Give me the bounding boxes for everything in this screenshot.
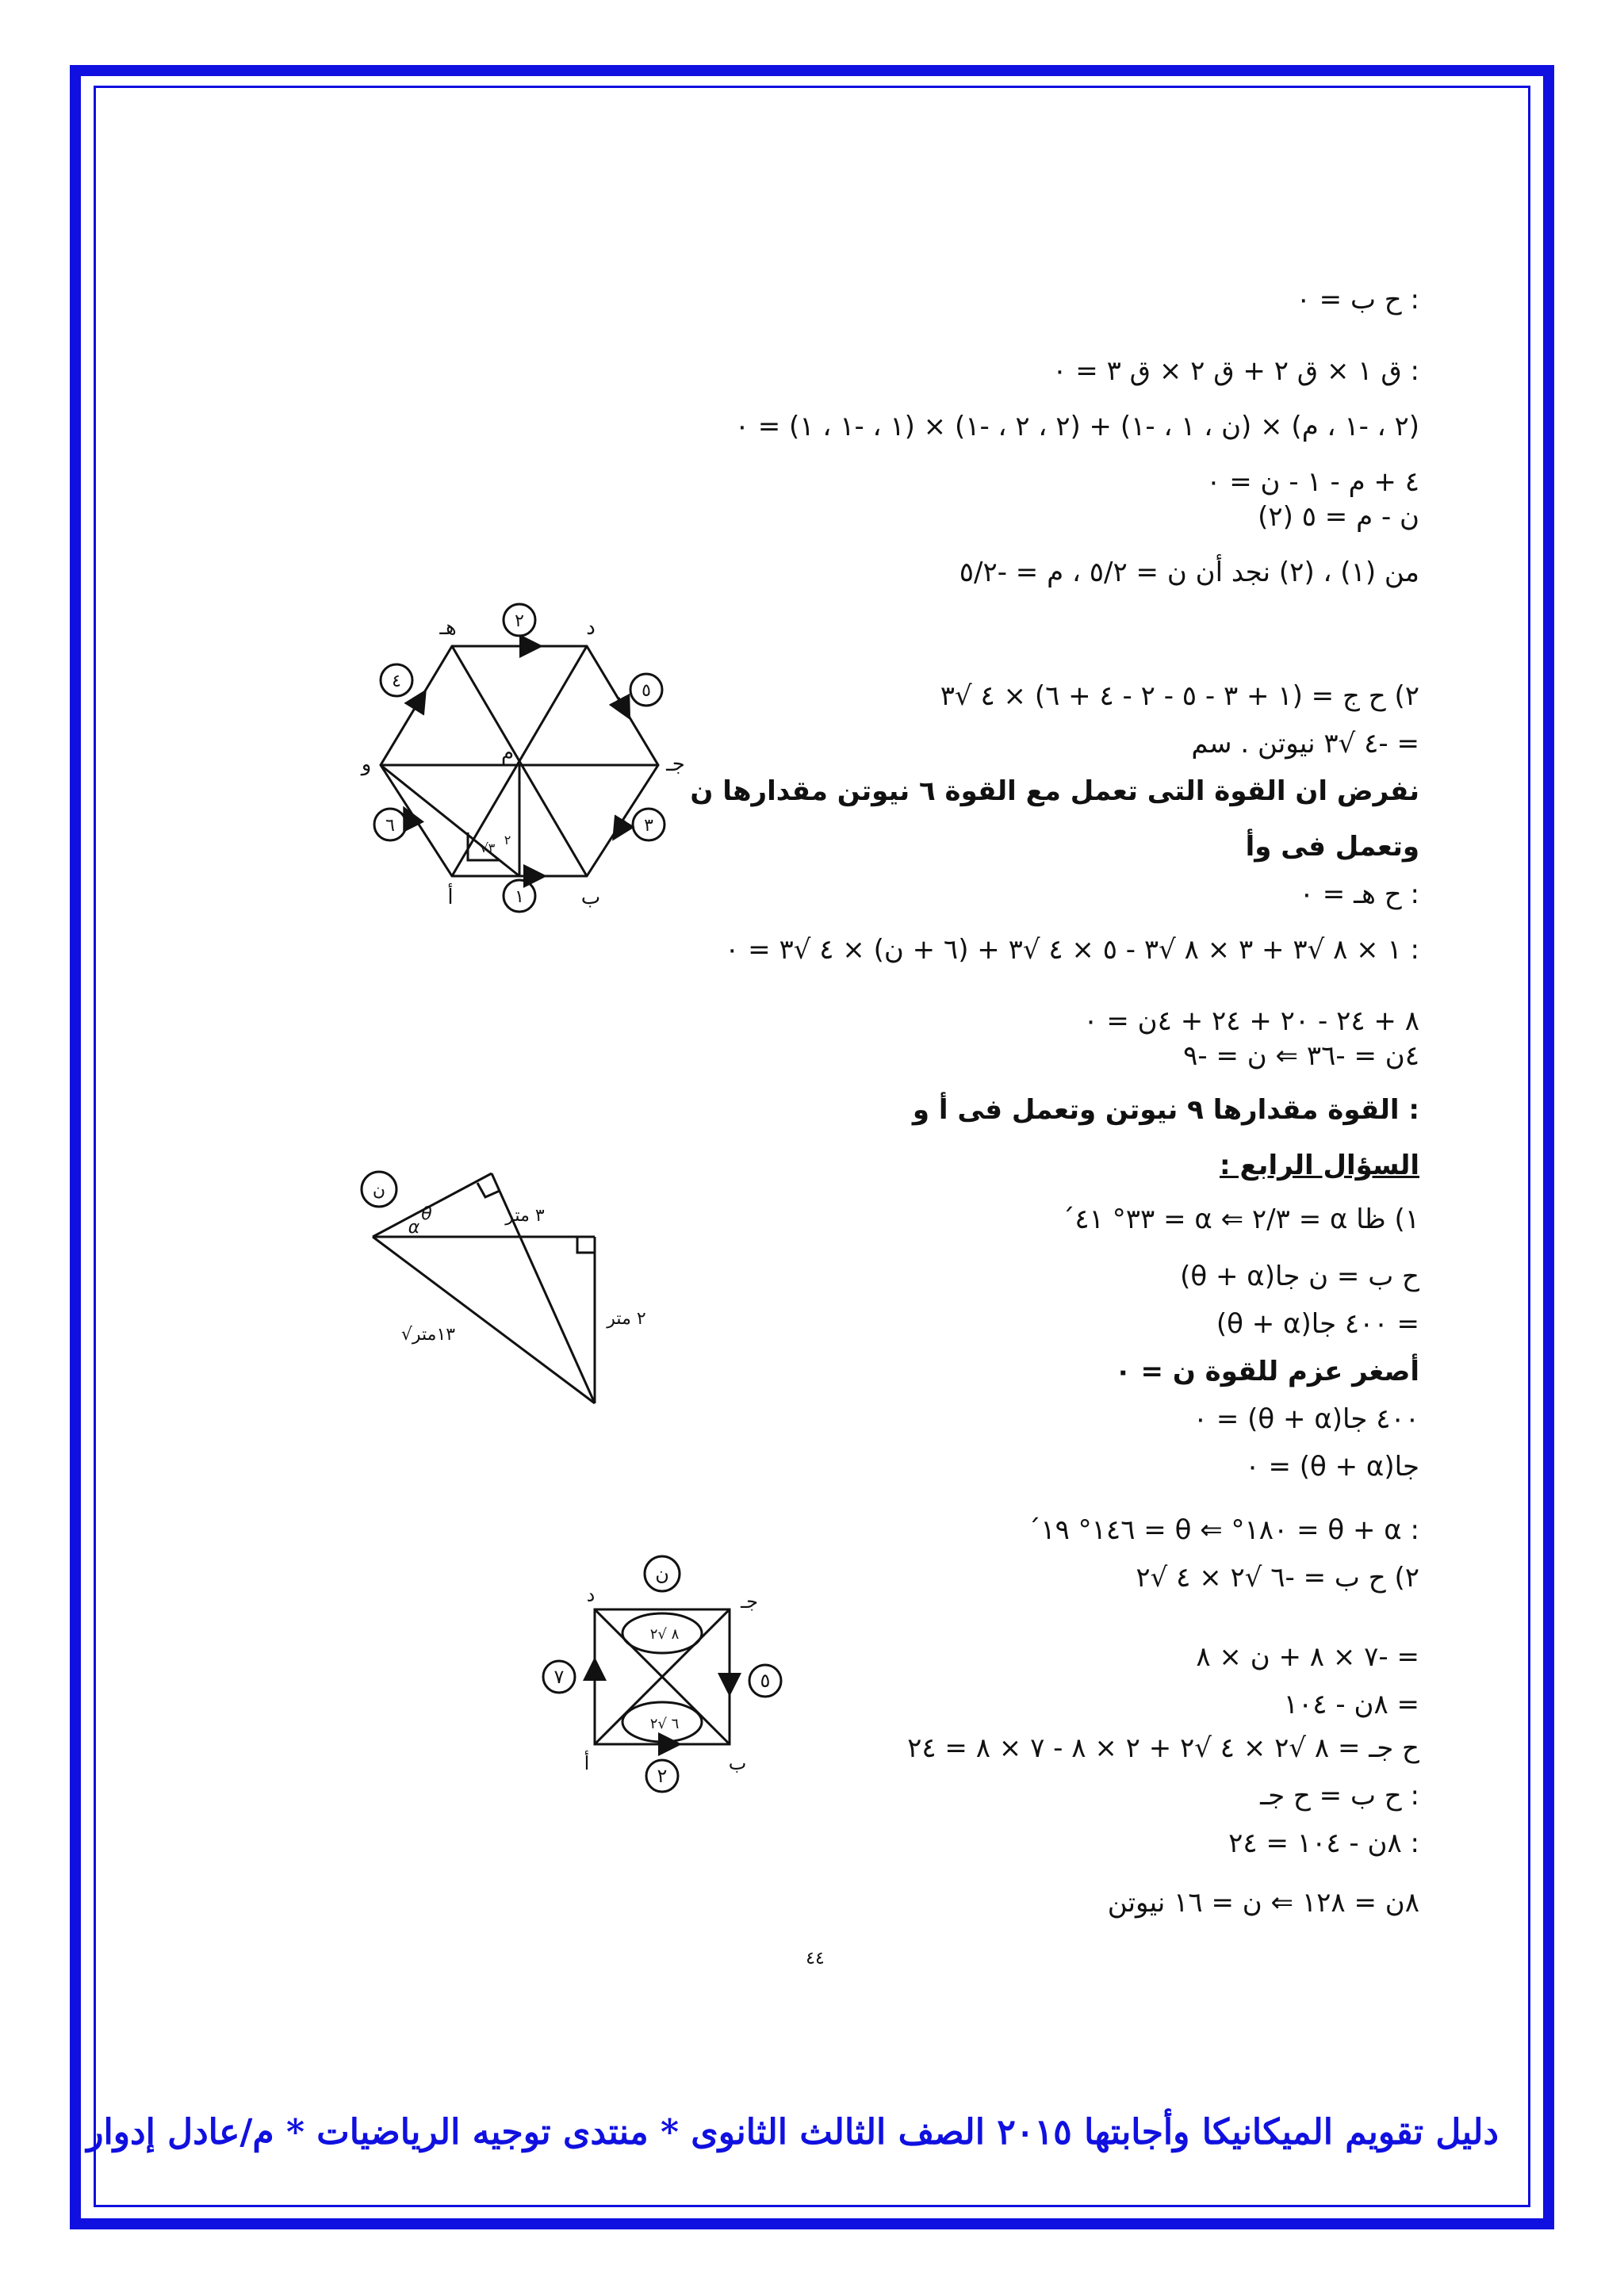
hexagon-vertex-label: هـ <box>439 616 457 640</box>
math-line: نفرض ان القوة التى تعمل مع القوة ٦ نيوتن مقدارها ن <box>690 775 1419 807</box>
square-vertex-label: جـ <box>741 1590 758 1613</box>
triangle-label: α <box>408 1218 420 1238</box>
hexagon-force-label: ٥ <box>642 681 651 701</box>
math-line: ٤ + م - ١ - ن = ٠ <box>1206 466 1419 498</box>
math-line: = ٤٠٠ جا(θ + α) <box>1216 1308 1419 1340</box>
section-heading: السؤال الرابع : <box>1220 1150 1419 1181</box>
square-force-label: ٧ <box>553 1666 565 1688</box>
math-line: ٢) ح ج = (١ + ٣ - ٥ - ٢ - ٤ + ٦) × ٤ √٣ <box>940 680 1419 712</box>
math-line: : ٨ن - ١٠٤ = ٢٤ <box>1228 1827 1419 1859</box>
math-line: : ١ × ٨ √٣ + ٣ × ٨ √٣ - ٥ × ٤ √٣ + (٦ + ن) × ٤ √٣ = ٠ <box>725 934 1419 966</box>
square-force-label: ٥ <box>760 1670 771 1692</box>
hexagon-force-label: ٦ <box>385 816 395 836</box>
triangle-label: ٢ متر <box>607 1309 646 1329</box>
square-vertex-label: أ <box>584 1752 590 1774</box>
triangle-label: ٣ متر <box>505 1206 545 1226</box>
math-line: ح جـ = ٨ √٢ × ٤ √٢ + ٢ × ٨ - ٧ × ٨ = ٢٤ <box>907 1732 1419 1764</box>
math-line: = ٨ن - ١٠٤ <box>1283 1689 1419 1720</box>
triangle-label: √١٣متر <box>400 1325 456 1345</box>
hexagon-vertex-label: م <box>500 741 515 765</box>
hexagon-vertex-label: د <box>586 616 596 640</box>
math-line: = -٤ √٣ نيوتن . سم <box>1191 728 1419 760</box>
math-line: : ح ب = ٠ <box>1296 284 1419 316</box>
triangle-diagram <box>349 1158 682 1411</box>
math-line: : ق ١ × ق ٢ + ق ٢ × ق ٣ = ٠ <box>1052 355 1419 387</box>
triangle-label: θ <box>421 1204 432 1224</box>
hexagon-force-label: ٢ <box>515 611 524 631</box>
square-force-label: ن <box>655 1563 669 1585</box>
math-line: ٨ + ٢٤ - ٢٠ + ٢٤ + ٤ن = ٠ <box>1083 1005 1419 1037</box>
math-line: ١) ظا α = ٢/٣ ⇐ α = ٣٣° ٤١´ <box>1061 1203 1419 1235</box>
math-line: من (١) ، (٢) نجد أن ن = ٥/٢ ، م = -٥/٢ <box>959 557 1419 588</box>
math-line: (٢ ، -١ ، م) × (ن ، ١ ، -١) + (٢ ، ٢ ، -١) × (١ ، -١ ، ١) = ٠ <box>734 411 1419 442</box>
square-vertex-label: د <box>586 1584 596 1606</box>
hexagon-inner-label: √٣ <box>480 840 496 855</box>
square-inner-label: ٦ √٢ <box>649 1716 680 1732</box>
page-number: ٤٤ <box>806 1949 825 1969</box>
footer-credit: دليل تقويم الميكانيكا وأجابتها ٢٠١٥ الصف الثالث الثانوى * منتدى توجيه الرياضيات * م/عادل إدوار <box>86 2112 1499 2152</box>
hexagon-diagram <box>349 587 714 936</box>
math-line: ح ب = ن جا(θ + α) <box>1180 1261 1419 1292</box>
square-diagram <box>523 1538 809 1808</box>
hexagon-vertex-label: و <box>361 752 372 776</box>
math-line: : θ + α = ١٨٠° ⇐ θ = ١٤٦° ١٩´ <box>1027 1514 1419 1546</box>
math-line: : ح هـ = ٠ <box>1299 878 1419 910</box>
math-line: ٨ن = ١٢٨ ⇐ ن = ١٦ نيوتن <box>1107 1887 1419 1919</box>
math-line: ٢) ح ب = -٦ √٢ × ٤ √٢ <box>1136 1562 1419 1594</box>
triangle-label: ن <box>372 1181 386 1200</box>
hexagon-force-label: ٤ <box>392 672 401 691</box>
hexagon-force-label: ٣ <box>644 816 653 836</box>
math-line: ن - م = ٥ (٢) <box>1258 501 1419 533</box>
hexagon-vertex-label: جـ <box>666 752 685 776</box>
hexagon-inner-label: ٢ <box>504 832 511 848</box>
math-line: ٤ن = -٣٦ ⇐ ن = -٩ <box>1183 1040 1419 1072</box>
math-line: = -٧ × ٨ + ن × ٨ <box>1196 1641 1419 1673</box>
square-inner-label: ٨ √٢ <box>649 1626 680 1643</box>
math-line: وتعمل فى وأ <box>1245 831 1419 863</box>
square-force-label: ٢ <box>657 1765 668 1787</box>
math-line: أصغر عزم للقوة ن = ٠ <box>1114 1356 1419 1387</box>
math-line: : القوة مقدارها ٩ نيوتن وتعمل فى أ و <box>912 1094 1419 1126</box>
math-line: جا(θ + α) = ٠ <box>1245 1451 1419 1483</box>
square-vertex-label: ب <box>728 1752 747 1774</box>
math-line: ٤٠٠ جا(θ + α) = ٠ <box>1193 1403 1419 1435</box>
hexagon-vertex-label: ب <box>580 886 601 909</box>
hexagon-vertex-label: أ <box>447 886 454 909</box>
hexagon-force-label: ١ <box>515 887 524 907</box>
math-line: : ح ب = ح جـ <box>1260 1780 1419 1812</box>
